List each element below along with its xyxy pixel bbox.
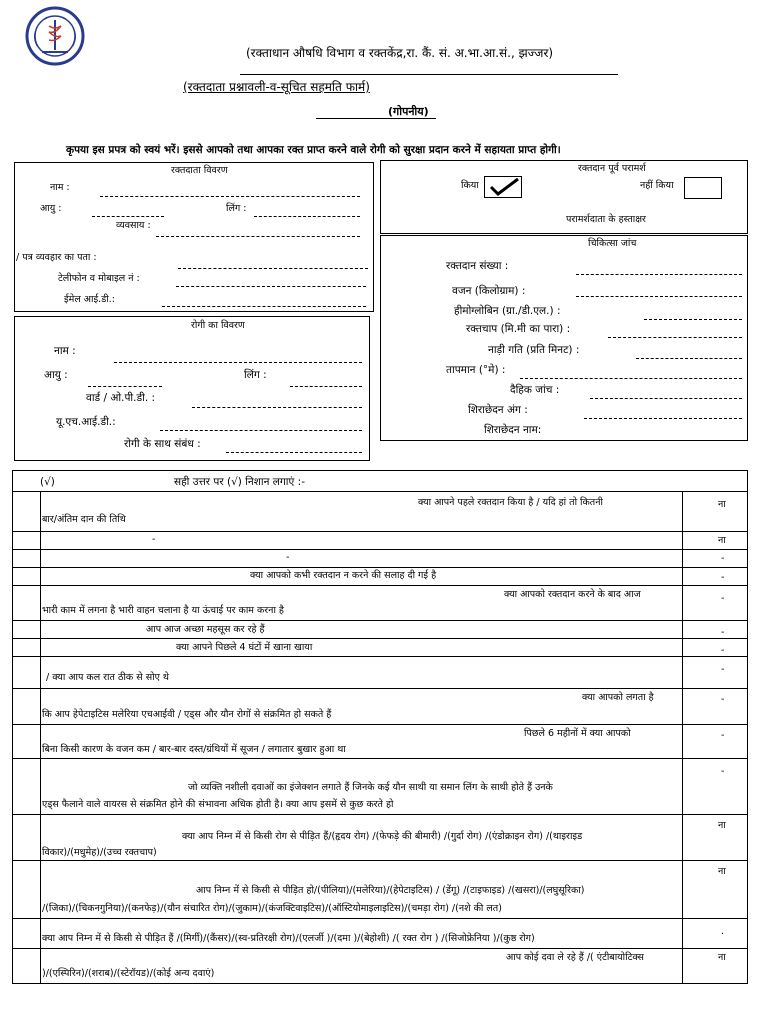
question-answer[interactable]: ना <box>718 952 726 963</box>
blood-pressure-field[interactable] <box>608 337 742 338</box>
question-answer[interactable]: ना <box>718 535 726 546</box>
counselling-done-checkbox[interactable] <box>484 176 522 198</box>
questionnaire-instruction: सही उत्तर पर (√) निशान लगाएं :- <box>174 476 305 488</box>
confidential-label: (गोपनीय) <box>388 105 429 118</box>
row-divider <box>12 549 748 550</box>
row-divider <box>12 585 748 586</box>
patient-name-field[interactable] <box>114 362 362 363</box>
temperature-label: तापमान (°मे) : <box>446 364 506 376</box>
question-tick-cell[interactable] <box>13 550 39 566</box>
row-divider <box>12 814 748 815</box>
patient-relation-field[interactable] <box>226 452 362 453</box>
row-divider <box>12 567 748 568</box>
question-answer[interactable]: - <box>721 730 725 741</box>
question-tick-cell[interactable] <box>13 725 39 757</box>
donor-gender-label: लिंग : <box>226 203 247 214</box>
pulse-field[interactable] <box>636 358 742 359</box>
row-divider <box>12 724 748 725</box>
question-answer[interactable]: - <box>721 572 725 583</box>
medical-exam-box <box>380 235 748 441</box>
question-tick-cell[interactable] <box>13 919 39 947</box>
donor-address-field[interactable] <box>178 268 368 269</box>
row-divider <box>12 918 748 919</box>
donor-heading: रक्तदाता विवरण <box>171 165 228 176</box>
medical-exam-heading: चिकित्सा जांच <box>588 238 637 249</box>
question-tick-cell[interactable] <box>13 657 39 687</box>
patient-age-label: आयु : <box>44 369 68 381</box>
weight-field[interactable] <box>576 296 742 297</box>
row-divider <box>12 638 748 639</box>
question-tick-cell[interactable] <box>13 532 39 548</box>
question-answer[interactable]: ना <box>718 499 726 510</box>
patient-ward-field[interactable] <box>192 407 362 408</box>
row-divider <box>12 948 748 949</box>
question-answer[interactable]: ना <box>718 820 726 831</box>
question-answer[interactable]: - <box>721 627 725 638</box>
question-text: / क्या आप कल रात ठीक से सोए थे <box>46 672 169 683</box>
question-tick-cell[interactable] <box>13 568 39 584</box>
counselling-not-done-checkbox[interactable] <box>684 177 722 199</box>
physical-exam-field[interactable] <box>590 398 742 399</box>
donor-phone-label: टेलीफोन व मोबाइल नं : <box>58 273 140 284</box>
question-answer[interactable]: - <box>721 694 725 705</box>
question-text: जो व्यक्ति नशीली दवाओं का इंजेक्शन लगाते हैं जिनके कई यौन साथी या समान लिंग के साथी होते हैं उनके <box>188 782 553 793</box>
donor-name-label: नाम : <box>50 182 70 193</box>
patient-gender-label: लिंग : <box>244 369 267 381</box>
row-divider <box>12 758 748 759</box>
row-divider <box>12 656 748 657</box>
question-text: क्या आपको कभी रक्तदान न करने की सलाह दी गई है <box>250 570 437 581</box>
donor-phone-field[interactable] <box>176 286 366 287</box>
question-answer[interactable]: - <box>721 645 725 656</box>
donation-count-field[interactable] <box>576 274 742 275</box>
question-text-continued: विकार)/(मधुमेह)/(उच्च रक्तचाप) <box>42 847 157 858</box>
question-answer[interactable]: - <box>721 766 725 777</box>
question-text: क्या आपने पिछले 4 घंटों में खाना खाया <box>176 642 313 653</box>
question-text-continued: एड्स फैलाने वाले वायरस से संक्रमित होने की संभावना अधिक होती है। क्या आप इसमें से कुछ करते हो <box>42 799 394 810</box>
question-tick-cell[interactable] <box>13 949 39 983</box>
blood-pressure-label: रक्तचाप (मि.मी का पारा) : <box>466 323 571 335</box>
donor-age-field[interactable] <box>92 216 164 217</box>
question-text-continued: /(जिका)/(चिकनगुनिया)/(कनफेड़)/(यौन संचारित रोग)/(जुकाम)/(कंजक्टिवाइटिस)/(ऑस्टियोमाइलाइटिस)/(चमड़ा रोग) /(नशे की लत) <box>42 903 502 914</box>
patient-age-field[interactable] <box>88 386 162 387</box>
question-text-continued: भारी काम में लगना है भारी वाहन चलाना है या ऊंचाई पर काम करना है <box>42 605 284 616</box>
hemoglobin-label: हीमोग्लोबिन (ग्रा./डी.एल.) : <box>454 305 561 317</box>
donor-occupation-field[interactable] <box>156 236 360 237</box>
question-text-continued: बिना किसी कारण के वजन कम / बार-बार दस्त/ग्रंथियों में सूजन / लगातार बुखार हुआ था <box>42 744 346 755</box>
question-text: क्या आपने पहले रक्तदान किया है / यदि हां तो कितनी <box>418 497 603 508</box>
question-text: क्या आप निम्न में से किसी रोग से पीड़ित हैं/(हृदय रोग) /(फेफड़े की बीमारी) /(गुर्दा रोग) /(एंडोक्राइन रोग) /(थाइराइड <box>182 831 583 842</box>
counselling-heading: रक्तदान पूर्व परामर्श <box>578 163 646 174</box>
question-answer[interactable]: - <box>721 593 725 604</box>
question-tick-cell[interactable] <box>13 815 39 859</box>
row-divider <box>12 688 748 689</box>
question-answer[interactable]: - <box>721 664 725 675</box>
question-tick-cell[interactable] <box>13 861 39 917</box>
question-text: - <box>152 534 156 545</box>
donor-occupation-label: व्यवसाय : <box>116 220 151 231</box>
donor-email-field[interactable] <box>162 306 366 307</box>
question-tick-cell[interactable] <box>13 586 39 619</box>
aiims-logo-emblem <box>24 6 86 66</box>
venipuncture-site-label: शिराछेदन अंग : <box>468 404 528 416</box>
question-text: पिछले 6 महीनों में क्या आपको <box>524 728 631 739</box>
temperature-field[interactable] <box>520 378 742 379</box>
patient-name-label: नाम : <box>54 345 76 357</box>
donor-address-label: / पत्र व्यवहार का पता : <box>16 252 97 263</box>
question-answer[interactable]: ना <box>718 866 726 877</box>
patient-uhid-field[interactable] <box>160 430 362 431</box>
row-divider <box>12 620 748 621</box>
institution-title: (रक्ताधान औषधि विभाग व रक्तकेंद्र,रा. कैं. सं. अ.भा.आ.सं., झज्जर) <box>246 46 554 60</box>
question-text: आप कोई दवा ले रहे हैं /( एंटीबायोटिक्स <box>506 952 644 963</box>
question-text: क्या आपको रक्तदान करने के बाद आज <box>504 589 641 600</box>
venipuncture-name-label: शिराछेदन नाम: <box>484 424 542 436</box>
venipuncture-site-field[interactable] <box>584 418 742 419</box>
donor-gender-field[interactable] <box>254 216 360 217</box>
instruction-text: कृपया इस प्रपत्र को स्वयं भरें। इससे आपको तथा आपका रक्त प्राप्त करने वाले रोगी को सुरक्षा प्रदान करने में सहायता प्राप्त होगी। <box>66 144 561 156</box>
question-tick-cell[interactable] <box>13 639 39 655</box>
question-tick-cell[interactable] <box>13 689 39 723</box>
donor-name-field[interactable] <box>100 196 360 197</box>
row-divider <box>12 860 748 861</box>
row-divider <box>12 531 748 532</box>
question-answer[interactable]: . <box>721 926 725 937</box>
donor-email-label: ईमेल आई.डी.: <box>64 294 115 305</box>
question-text: आप निम्न में से किसी से पीड़ित हो/(पीलिया)/(मलेरिया)/(हेपेटाइटिस) / (डेंगू) /(टाइफाइड) /(खसरा)/(लघुसूरिका) <box>196 885 585 896</box>
question-tick-cell[interactable] <box>13 621 39 637</box>
question-text: आप आज अच्छा महसूस कर रहे हैं <box>146 624 265 635</box>
question-text: क्या आप निम्न में से किसी से पीड़ित हैं /(मिर्गी)/(कैंसर)/(स्व-प्रतिरक्षी रोग)/(एलर्जी )/(दमा )/(बेहोशी) /( रक्त रोग ) /(सिजोफ्रेनिया )/(कुष्ठ रोग) <box>42 933 535 944</box>
question-text-continued: )/(एस्पिरिन)/(शराब)/(स्टेरॉयड)/(कोई अन्य दवाएं) <box>42 968 215 979</box>
patient-ward-label: वार्ड / ओ.पी.डी. : <box>86 392 156 404</box>
donation-count-label: रक्तदान संख्या : <box>446 260 509 272</box>
question-answer[interactable]: - <box>721 553 725 564</box>
patient-gender-field[interactable] <box>290 386 362 387</box>
counsellor-signature-label: परामर्शदाता के हस्ताक्षर <box>566 214 646 225</box>
counselling-not-done-label: नहीं किया <box>640 180 674 191</box>
form-title: (रक्तदाता प्रश्नावली-व-सूचित सहमति फार्म) <box>183 80 370 94</box>
weight-label: वजन (किलोग्राम) : <box>452 285 526 297</box>
question-tick-cell[interactable] <box>13 759 39 813</box>
question-text: - <box>286 552 290 563</box>
counselling-done-label: किया <box>461 180 479 191</box>
physical-exam-label: दैहिक जांच : <box>510 384 560 396</box>
patient-relation-label: रोगी के साथ संबंध : <box>124 438 201 450</box>
donor-age-label: आयु : <box>40 203 62 214</box>
question-tick-cell[interactable] <box>13 492 39 530</box>
question-text-continued: कि आप हेपेटाइटिस मलेरिया एचआईवी / एड्स और यौन रोगों से संक्रमित हो सकते हैं <box>42 709 332 720</box>
hemoglobin-field[interactable] <box>644 319 742 320</box>
tick-column-header: (√) <box>40 476 55 488</box>
question-text: क्या आपको लगता है <box>582 692 654 703</box>
patient-heading: रोगी का विवरण <box>191 320 245 331</box>
question-text-continued: बार/अंतिम दान की तिथि <box>42 514 126 525</box>
pulse-label: नाड़ी गति (प्रति मिनट) : <box>488 344 580 356</box>
patient-uhid-label: यू.एच.आई.डी.: <box>56 416 116 428</box>
checkmark-icon <box>485 177 521 197</box>
